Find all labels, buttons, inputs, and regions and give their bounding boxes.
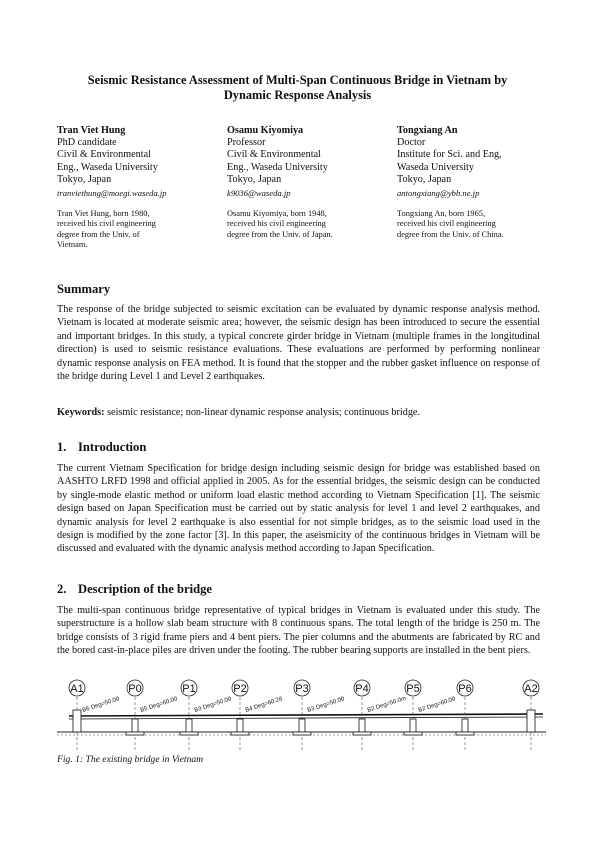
bio-line: degree from the Univ. of China. xyxy=(397,229,504,239)
pier-column xyxy=(410,719,416,732)
section-1-heading xyxy=(57,440,146,455)
description-text: The multi-span continuous bridge representative of typical bridges in Vietnam is evaluated under this study. The superstructure is a hollow slab beam structure with 8 continuous spans. The total length of the bridge is 250 m. The bridge consists of 3 rigid frame piers and 4 bent piers. The pier columns and the abutments are fabricated by RC and the bored cast-in-place piles are driven under the footing. The rubber bearing supports are installed in the bent piers. xyxy=(57,605,540,657)
section-2-heading xyxy=(57,582,212,597)
author-email[interactable]: antongxiang@ybb.ne.jp xyxy=(397,188,480,199)
pier-footing xyxy=(404,732,422,735)
author-block-1 xyxy=(57,125,227,250)
span-label: B2 Deg=60.00 xyxy=(417,696,457,714)
pier-column xyxy=(359,719,365,732)
bio-line: received his civil engineering xyxy=(397,219,496,229)
author-location: Tokyo, Japan xyxy=(397,173,452,185)
author-block-2 xyxy=(227,125,397,240)
author-position: Professor xyxy=(227,137,266,149)
author-location: Tokyo, Japan xyxy=(57,173,112,185)
title-line-2: Dynamic Response Analysis xyxy=(223,88,372,102)
pier-footing xyxy=(353,732,371,735)
bio-line: Vietnam. xyxy=(57,239,88,249)
author-bio xyxy=(57,209,227,250)
bio-line: degree from the Univ. of xyxy=(57,229,140,239)
support-label: P2 xyxy=(233,683,247,695)
bio-line: Tran Viet Hung, born 1980, xyxy=(57,209,150,219)
title-line-1: Seismic Resistance Assessment of Multi-Span Continuous Bridge in Vietnam by xyxy=(87,73,508,87)
span-label: B3 Deg=50.00 xyxy=(193,696,233,714)
support-label: P5 xyxy=(406,683,420,695)
author-affiliation-line: Civil & Environmental xyxy=(227,149,321,161)
pier-column xyxy=(186,719,192,732)
author-bio xyxy=(397,209,567,240)
pier-column xyxy=(462,719,468,732)
author-bio xyxy=(227,209,397,240)
bio-line: Tongxiang An, born 1965, xyxy=(397,209,486,219)
span-label: B2 Deg=50.0m xyxy=(366,695,407,714)
support-label: P3 xyxy=(295,683,309,695)
keywords-text: seismic resistance; non-linear dynamic response analysis; continuous bridge. xyxy=(104,407,420,418)
author-location: Tokyo, Japan xyxy=(227,173,282,185)
author-email[interactable]: k9036@waseda.jp xyxy=(227,188,291,199)
introduction-text: The current Vietnam Specification for bridge design including seismic design for bridge was established based on AASHTO LRFD 1998 and official applied in 2005. As for the essential bridges, the seismic design can be conducted by single-mode elastic method or uniform load elastic method according to Vietnam Specification [1]. The seismic design based on Japan Specification must be carried out by static analysis for level 1 and level 2 earthquakes, and dynamic analysis for level 2 earthquake is also essential for not simple bridges, as to the seismic load used in the design is modified by the zone factor [3]. In this paper, the aseismicity of the continuous bridges in Vietnam will be discussed and evaluated with the dynamic analysis method according to Japan Specification. xyxy=(57,463,540,555)
span-label: B4 Deg=60.28 xyxy=(244,696,284,714)
pier-footing xyxy=(126,732,144,735)
author-position: Doctor xyxy=(397,137,426,149)
section-title: Description of the bridge xyxy=(78,582,212,596)
support-label: P0 xyxy=(128,683,142,695)
author-position: PhD candidate xyxy=(57,137,117,149)
section-number: 1. xyxy=(57,440,67,454)
author-block-3 xyxy=(397,125,567,240)
pier-footing xyxy=(180,732,198,735)
abutment xyxy=(73,710,81,732)
section-number: 2. xyxy=(57,582,67,596)
author-affiliation-line: Eng., Waseda University xyxy=(57,161,158,173)
keywords-label: Keywords: xyxy=(57,407,105,418)
author-affiliation-line: Institute for Sci. and Eng, xyxy=(397,149,502,161)
summary-heading: Summary xyxy=(57,282,111,296)
bio-line: Osamu Kiyomiya, born 1948, xyxy=(227,209,327,219)
pier-column xyxy=(299,719,305,732)
bio-line: received his civil engineering xyxy=(57,219,156,229)
abutment xyxy=(527,710,535,732)
support-label: P1 xyxy=(182,683,196,695)
span-label: B3 Deg=50.00 xyxy=(306,696,346,714)
bridge-figure xyxy=(57,678,546,752)
deck-soffit xyxy=(69,717,543,719)
keywords-line xyxy=(57,406,540,419)
author-name: Tran Viet Hung xyxy=(57,125,126,136)
section-title: Introduction xyxy=(78,440,147,454)
support-label: P4 xyxy=(355,683,369,695)
support-label: A1 xyxy=(70,683,84,695)
span-label: B5 Deg=60.00 xyxy=(139,696,179,714)
pier-footing xyxy=(456,732,474,735)
support-label: A2 xyxy=(524,683,538,695)
pier-footing xyxy=(231,732,249,735)
bio-line: degree from the Univ. of Japan. xyxy=(227,229,333,239)
author-affiliation-line: Eng., Waseda University xyxy=(227,161,328,173)
summary-text: The response of the bridge subjected to seismic excitation can be evaluated by dynamic response analysis method. Vietnam is located at moderate seismic area; however, the seismic design has been introduced to secure the essential and important bridges. In this study, a typical concrete girder bridge in Vietnam (multiple frames in the longitudinal direction) is used to seismic resistance evaluations. These evaluations are performed by performing nonlinear dynamic response analysis on FEA method. It is found that the stopper and the rubber gasket influence on response of the bridge during Level 1 and Level 2 earthquakes. xyxy=(57,304,540,383)
author-email[interactable]: tranviethung@moegi.waseda.jp xyxy=(57,188,167,199)
paper-title xyxy=(40,73,555,103)
pier-column xyxy=(237,719,243,732)
figure-caption: Fig. 1: The existing bridge in Vietnam xyxy=(57,754,204,765)
bridge-deck xyxy=(69,714,543,716)
author-affiliation-line: Waseda University xyxy=(397,161,474,173)
support-label: P6 xyxy=(458,683,472,695)
pier-footing xyxy=(293,732,311,735)
bio-line: received his civil engineering xyxy=(227,219,326,229)
pier-column xyxy=(132,719,138,732)
author-name: Tongxiang An xyxy=(397,125,458,136)
span-label: B6 Deg=50.00 xyxy=(81,696,121,714)
author-name: Osamu Kiyomiya xyxy=(227,125,304,136)
author-affiliation-line: Civil & Environmental xyxy=(57,149,151,161)
